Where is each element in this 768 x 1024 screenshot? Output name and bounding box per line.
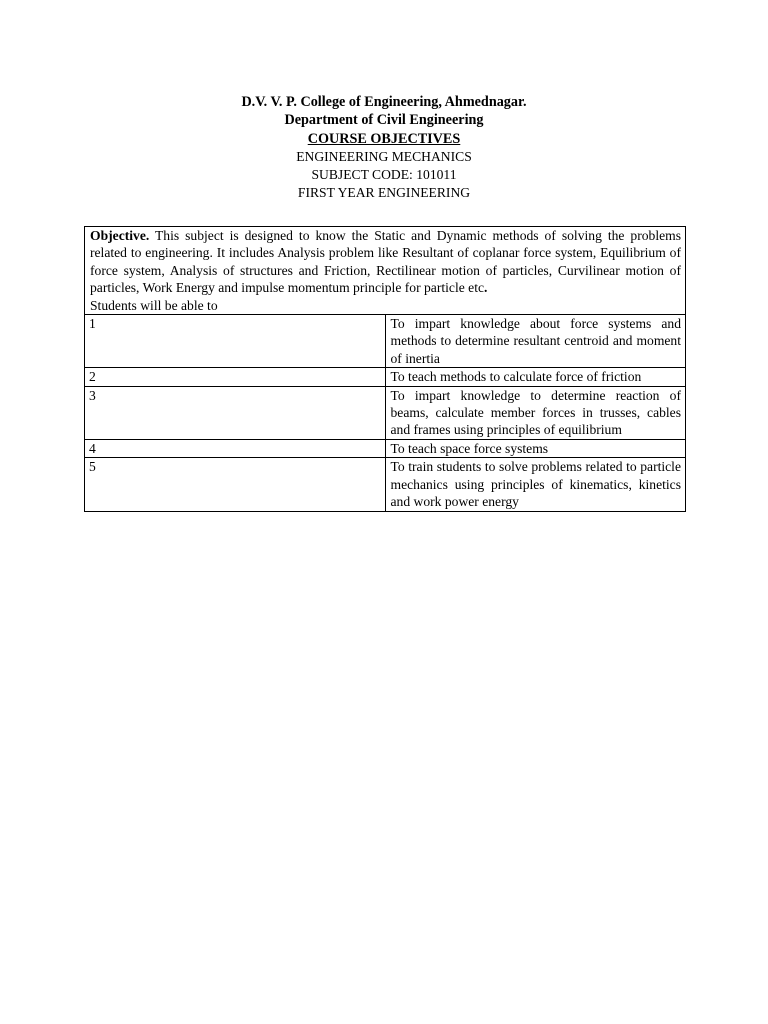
college-name: D.V. V. P. College of Engineering, Ahmednagar. [241, 94, 527, 110]
objective-intro-row [85, 227, 686, 315]
item-number: 1 [85, 315, 386, 368]
department-name: Department of Civil Engineering [284, 112, 484, 129]
item-text: To teach methods to calculate force of friction [385, 368, 686, 386]
table-row [85, 386, 686, 439]
objective-end: . [484, 280, 488, 296]
item-text: To impart knowledge to determine reaction of beams, calculate member forces in trusses, cables and frames using principles of equilibrium [385, 386, 686, 439]
item-text: To train students to solve problems related to particle mechanics using principles of kinematics, kinetics and work power energy [385, 458, 686, 511]
objective-label: Objective. [90, 228, 150, 243]
item-text: To impart knowledge about force systems and methods to determine resultant centroid and moment of inertia [385, 315, 686, 368]
section-title: COURSE OBJECTIVES [307, 130, 461, 147]
subject-name: ENGINEERING MECHANICS [296, 148, 472, 164]
year-label: FIRST YEAR ENGINEERING [297, 185, 471, 201]
objective-text: This subject is designed to know the Static and Dynamic methods of solving the problems related to engineering. It includes Analysis problem like Resultant of coplanar force system, Equilibrium of force system, Analysis of structures and Friction, Rectilinear motion of particles, Curvilinear motion of particles, Work Energy and impulse momentum principle for particle etc [90, 228, 681, 296]
item-text: To teach space force systems [385, 439, 686, 457]
objectives-table [84, 226, 686, 512]
item-number: 2 [85, 368, 386, 386]
objective-intro-cell [85, 227, 686, 315]
table-row [85, 439, 686, 457]
item-number: 3 [85, 386, 386, 439]
subject-code: SUBJECT CODE: 101011 [311, 167, 457, 183]
document-header [0, 93, 768, 203]
students-line: Students will be able to [90, 297, 218, 313]
item-number: 5 [85, 458, 386, 511]
table-row [85, 315, 686, 368]
item-number: 4 [85, 439, 386, 457]
table-row [85, 458, 686, 511]
table-row [85, 368, 686, 386]
